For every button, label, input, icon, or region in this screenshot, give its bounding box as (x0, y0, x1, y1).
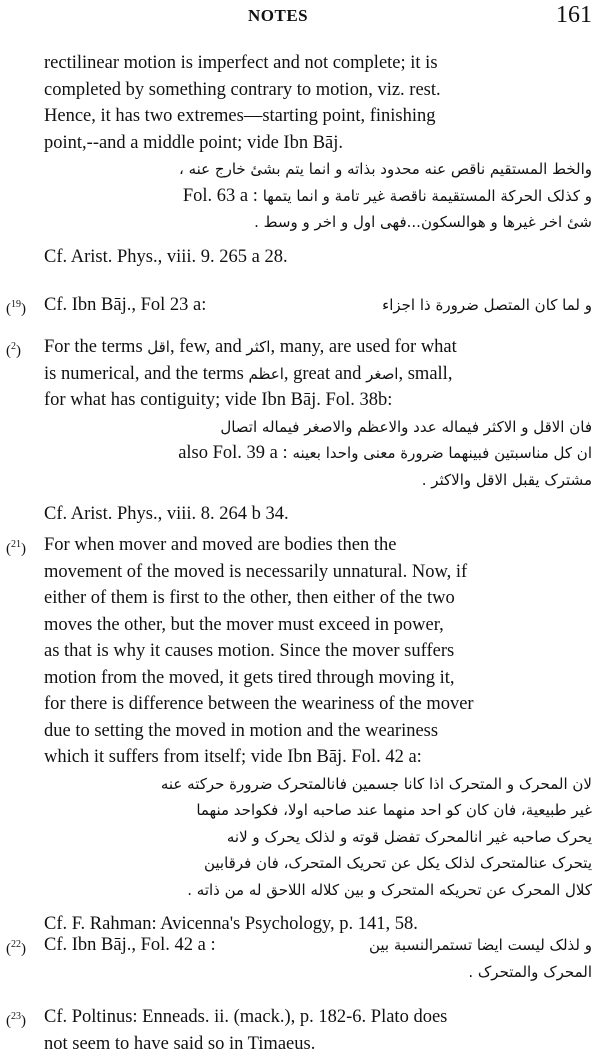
arabic-line: مشترک یقبل الاقل والاکثر . (421, 470, 592, 489)
note-line: either of them is first to the other, then either of the two (44, 588, 455, 608)
arabic-line: والخط المستقیم ناقص عنه محدود بذاته و انما یتم بشیٔ خارج عنه ، (179, 160, 592, 178)
note-line: due to setting the moved in motion and the weariness (44, 720, 439, 741)
folio-reference: Fol. 63 a : (182, 185, 258, 206)
note-line: moves the other, but the mover must exceed in power, (44, 614, 444, 635)
note-line: For the terms اقل, few, and اکثر, many, are used for what (44, 337, 457, 357)
arabic-line: غیر طبیعیة، فان کان کو احد منهما عند صاحبه اولا، فکواحد منهما (196, 801, 592, 819)
note-continuation (44, 50, 592, 270)
running-header (0, 2, 600, 32)
note-line: completed by something contrary to motion, viz. rest. (44, 79, 441, 100)
note-line: movement of the moved is necessarily unnatural. Now, if (44, 561, 468, 582)
arabic-text: و لذلک لیست ایضا تستمرالنسبة بین (368, 936, 592, 954)
citation: Cf. Arist. Phys., viii. 8. 264 b 34. (44, 504, 289, 524)
note-marker: ($^{22}$) (6, 939, 26, 957)
arabic-text: و کذلک الحرکة المستقیمة ناقصة غیر تامة و انما یتمها (262, 186, 592, 205)
citation: Cf. F. Rahman: Avicenna's Psychology, p. 141, 58. (44, 914, 418, 934)
arabic-line: کلال المحرک عن تحریکه المتحرک و بین کلاله اللاحق له من ذاته . (187, 880, 592, 899)
arabic-line: المحرک والمتحرک . (468, 962, 592, 981)
note-marker: ($^{19}$) (6, 299, 26, 317)
note-line: for what has contiguity; vide Ibn Bāj. Fol. 38b: (44, 390, 393, 410)
note-line: For when mover and moved are bodies then the (44, 535, 397, 555)
folio-reference: also Fol. 39 a : (178, 443, 288, 463)
note-marker: ($^2$) (6, 341, 21, 359)
arabic-line: یحرک صاحبه غیر انالمحرک تفضل قوته و لذلک یحرک و لانه (226, 827, 592, 846)
arabic-line: شیٔ اخر غیرها و هوالسکون...فهی اول و اخر و وسط . (254, 213, 592, 231)
arabic-text: و لما کان المتصل ضرورة ذا اجزاء (382, 296, 592, 314)
note-line: Cf. Poltinus: Enneads. ii. (mack.), p. 182-6. Plato does (44, 1007, 448, 1027)
arabic-line: فان الاقل و الاکثر فیماله عدد والاعظم والاصغر فیماله اتصال (220, 417, 592, 436)
note-line (44, 292, 592, 319)
note-marker: ($^{21}$) (6, 539, 26, 557)
note-line: motion from the moved, it gets tired through moving it, (44, 667, 455, 688)
citation-text: Cf. Ibn Bāj., Fol. 42 a : (44, 935, 216, 955)
arabic-text: ان کل مناسبتین فبینهما ضرورة معنی واحدا بعینه (292, 444, 592, 462)
page-number: 161 (556, 2, 592, 28)
note-22 (44, 932, 592, 985)
note-19 (44, 292, 592, 319)
note-marker: ($^{23}$) (6, 1011, 26, 1029)
note-line: for there is difference between the weariness of the mover (44, 694, 474, 714)
note-line: Hence, it has two extremes—starting point, finishing (44, 106, 436, 126)
note-line: point,--and a middle point; vide Ibn Bāj. (44, 132, 344, 153)
note-20 (44, 334, 592, 528)
header-title: NOTES (248, 6, 309, 25)
arabic-line: لان المحرک و المتحرک اذا کانا جسمین فانالمتحرک ضرورة حرکته عنه (160, 774, 592, 793)
note-line (44, 932, 592, 959)
arabic-line-with-ref (44, 440, 592, 467)
citation: Cf. Arist. Phys., viii. 9. 265 a 28. (44, 246, 288, 267)
note-line: is numerical, and the terms اعظم, great and اصغر, small, (44, 363, 453, 384)
arabic-line-with-ref (44, 183, 592, 210)
note-23 (44, 1004, 592, 1057)
arabic-line: یتحرک عنالمتحرک لذلک یکل عن تحریک المتحرک، فان فرقابین (203, 854, 592, 872)
citation-text: Cf. Ibn Bāj., Fol 23 a: (44, 295, 207, 315)
note-line: as that is why it causes motion. Since the mover suffers (44, 641, 455, 661)
note-line: rectilinear motion is imperfect and not complete; it is (44, 53, 438, 73)
note-line: not seem to have said so in Timaeus. (44, 1033, 316, 1054)
note-21 (44, 532, 592, 938)
note-line: which it suffers from itself; vide Ibn Bāj. Fol. 42 a: (44, 747, 422, 767)
